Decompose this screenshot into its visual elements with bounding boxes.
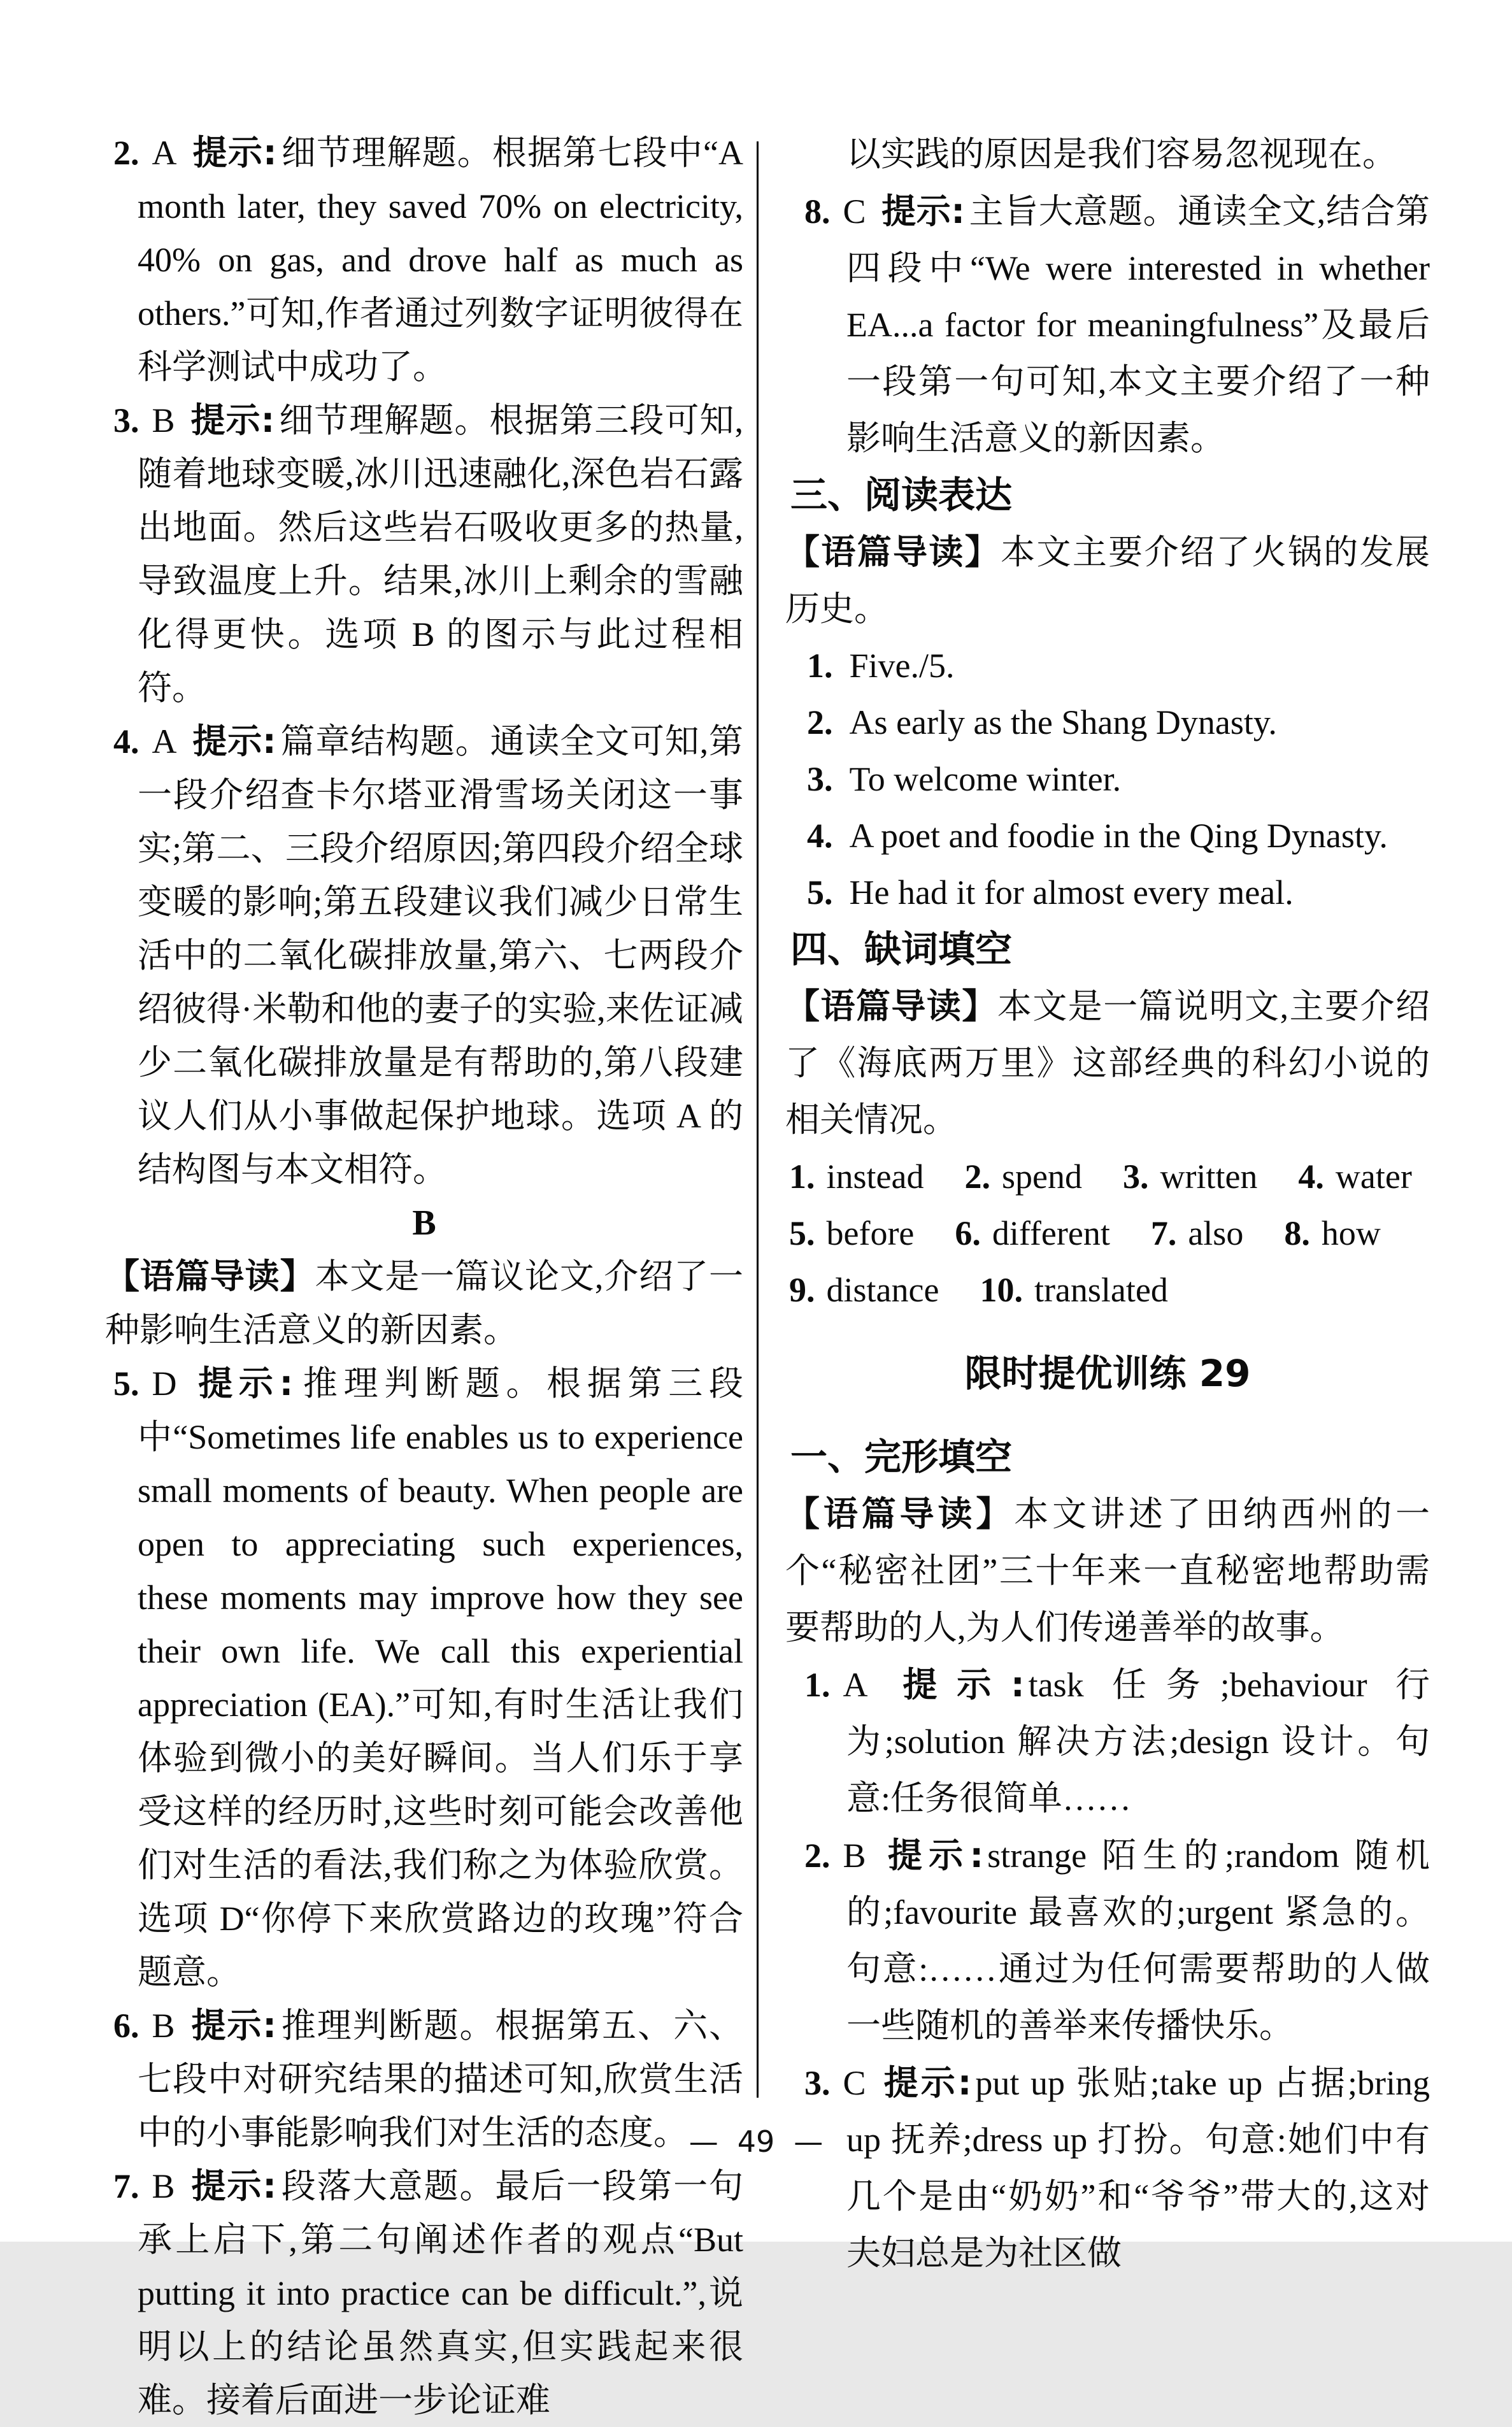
item-number: 2. (113, 134, 139, 172)
item-number: 8. (1284, 1214, 1310, 1252)
word-answers-row-2 (789, 1205, 1430, 1262)
reading-answer-4 (807, 808, 1430, 864)
intro-label: 【语篇导读】 (105, 1256, 315, 1296)
item-number: 9. (789, 1271, 815, 1309)
cloze-item-2 (804, 1827, 1430, 2054)
item-number: 3. (804, 2064, 831, 2102)
answer-item-4 (113, 715, 743, 1196)
word-answer-1 (789, 1149, 924, 1205)
answer-text: how (1321, 1214, 1381, 1252)
item-number: 2. (964, 1157, 990, 1196)
footer-dash-left: — (688, 2124, 718, 2159)
cloze-item-1 (804, 1656, 1430, 1827)
item-number: 7. (1150, 1214, 1177, 1252)
answer-item-3 (113, 394, 743, 715)
item-explanation: put up 张贴;take up 占据;bring up 抚养;dress up 打扮。句意:她们中有几个是由“奶奶”和“爷爷”带大的,这对夫妇总是为社区做 (846, 2064, 1430, 2272)
cloze-item-3 (804, 2054, 1430, 2282)
reading-answer-2 (807, 694, 1430, 751)
item-number: 4. (807, 817, 833, 855)
answer-text: different (992, 1214, 1110, 1252)
answer-text: distance (826, 1271, 939, 1309)
answer-text: To welcome winter. (849, 760, 1122, 798)
item-answer-letter: B (843, 1836, 866, 1875)
item-number: 2. (804, 1836, 831, 1875)
tip-label: 提示: (883, 1665, 1025, 1705)
item-number: 3. (1122, 1157, 1149, 1196)
left-column (105, 126, 743, 2427)
section-3-heading: 三、阅读表达 (790, 473, 1013, 517)
item-answer-letter: A (152, 722, 177, 761)
passage-intro-words (785, 978, 1430, 1149)
tip-label: 提示: (190, 2166, 276, 2206)
word-answer-7 (1151, 1205, 1244, 1262)
item-explanation: 篇章结构题。通读全文可知,第一段介绍查卡尔塔亚滑雪场关闭这一事实;第二、三段介绍原因;第四段介绍全球变暖的影响;第五段建议我们减少日常生活中的二氧化碳排放量,第六、七两段介绍彼得·米勒和他的妻子的实验,来佐证减少二氧化碳排放量是有帮助的,第八段建议人们从小事做起保护地球。选项 A 的结构图与本文相符。 (138, 722, 743, 1189)
answer-item-2 (113, 126, 743, 394)
item-number: 6. (955, 1214, 981, 1252)
section-4-heading: 四、缺词填空 (790, 927, 1013, 971)
item-number: 3. (807, 760, 833, 798)
answer-item-8 (804, 183, 1430, 467)
training-set-heading: 限时提优训练 29 (964, 1352, 1251, 1395)
item-explanation: 细节理解题。根据第三段可知,随着地球变暖,冰川迅速融化,深色岩石露出地面。然后这些岩石吸收更多的热量,导致温度上升。结果,冰川上剩余的雪融化得更快。选项 B 的图示与此过程相符。 (138, 401, 743, 707)
answer-text: before (826, 1214, 915, 1252)
reading-answer-5 (807, 864, 1430, 921)
item-number: 4. (1298, 1157, 1324, 1196)
footer-dash-right: — (794, 2124, 824, 2159)
tip-label: 提示: (881, 2063, 972, 2103)
item-explanation: 推理判断题。根据第五、六、七段中对研究结果的描述可知,欣赏生活中的小事能影响我们对生活的态度。 (138, 2007, 743, 2152)
passage-b-heading: B (412, 1203, 436, 1243)
item-answer-letter: A (152, 134, 177, 172)
intro-label: 【语篇导读】 (785, 532, 1001, 572)
item-number: 6. (113, 2007, 139, 2045)
tip-label: 提示: (192, 1363, 294, 1403)
answer-text: instead (826, 1157, 924, 1196)
word-answer-8 (1284, 1205, 1381, 1262)
answer-item-7 (113, 2159, 743, 2427)
item-answer-letter: D (152, 1364, 177, 1403)
right-column (785, 126, 1430, 2282)
item-number: 5. (789, 1214, 815, 1252)
item-number: 7. (113, 2167, 139, 2205)
answer-text: Five./5. (849, 647, 955, 685)
word-answers-row-1 (789, 1149, 1430, 1205)
section-1-heading: 一、完形填空 (790, 1435, 1013, 1478)
answer-text: also (1188, 1214, 1244, 1252)
column-divider-rule (757, 141, 759, 2098)
item-number: 10. (980, 1271, 1023, 1309)
item-answer-letter: C (843, 192, 866, 231)
intro-text: 本文是一篇说明文,主要介绍了《海底两万里》这部经典的科幻小说的相关情况。 (785, 987, 1430, 1139)
word-answer-3 (1123, 1149, 1257, 1205)
reading-answer-1 (807, 638, 1430, 694)
page-number: 49 (737, 2124, 775, 2159)
intro-text: 本文主要介绍了火锅的发展历史。 (785, 533, 1430, 628)
page-footer (0, 2124, 1512, 2159)
item-7-continuation: 以实践的原因是我们容易忽视现在。 (846, 135, 1397, 173)
passage-intro-b (105, 1250, 743, 1357)
tip-label: 提示: (192, 721, 276, 761)
intro-text: 本文是一篇议论文,介绍了一种影响生活意义的新因素。 (105, 1257, 743, 1349)
item-number: 1. (789, 1157, 815, 1196)
word-answer-9 (789, 1262, 939, 1319)
word-answer-2 (964, 1149, 1081, 1205)
answer-text: spend (1001, 1157, 1082, 1196)
item-answer-letter: A (843, 1666, 868, 1704)
item-answer-letter: C (843, 2064, 866, 2102)
answer-item-5 (113, 1357, 743, 1999)
word-answer-4 (1298, 1149, 1411, 1205)
word-answer-6 (955, 1205, 1109, 1262)
item-number: 3. (113, 401, 139, 440)
item-answer-letter: B (152, 2167, 175, 2205)
word-answer-5 (789, 1205, 914, 1262)
passage-intro-reading (785, 524, 1430, 638)
item-explanation: 主旨大意题。通读全文,结合第四段中“We were interested in whether EA...a factor for meaningfulness”及最后一段第一句可知,本文主要介绍了一种影响生活意义的新因素。 (846, 192, 1430, 457)
word-answers-row-3 (789, 1262, 1430, 1319)
tip-label: 提示: (881, 1835, 984, 1875)
answer-text: As early as the Shang Dynasty. (849, 703, 1277, 741)
intro-text: 本文讲述了田纳西州的一个“秘密社团”三十年来一直秘密地帮助需要帮助的人,为人们传递善举的故事。 (785, 1495, 1430, 1647)
tip-label: 提示: (190, 400, 275, 440)
passage-intro-cloze (785, 1486, 1430, 1656)
item-number: 4. (113, 722, 139, 761)
answer-text: He had it for almost every meal. (849, 873, 1294, 912)
answer-text: A poet and foodie in the Qing Dynasty. (849, 817, 1388, 855)
reading-answer-3 (807, 751, 1430, 808)
answer-text: written (1160, 1157, 1258, 1196)
item-answer-letter: B (152, 401, 175, 440)
item-number: 8. (804, 192, 831, 231)
item-number: 5. (807, 873, 833, 912)
answer-text: translated (1034, 1271, 1168, 1309)
item-number: 5. (113, 1364, 139, 1403)
item-explanation: strange 陌生的;random 随机的;favourite 最喜欢的;urgent 紧急的。句意:……通过为任何需要帮助的人做一些随机的善举来传播快乐。 (846, 1836, 1430, 2045)
item-number: 2. (807, 703, 833, 741)
item-explanation: 推理判断题。根据第三段中“Sometimes life enables us to experience small moments of beauty. When people are open to appreciating such experiences, these moments may improve how they see their own life. We call this experiential appreciation (EA).”可知,有时生活让我们体验到微小的美好瞬间。当人们乐于享受这样的经历时,这些时刻可能会改善他们对生活的看法,我们称之为体验欣赏。选项 D“你停下来欣赏路边的玫瑰”符合题意。 (138, 1364, 743, 1991)
item-explanation: 段落大意题。最后一段第一句承上启下,第二句阐述作者的观点“But putting it into practice can be difficult.”,说明以上的结论虽然真实,但实践起来很难。接着后面进一步论证难 (138, 2167, 743, 2419)
intro-label: 【语篇导读】 (785, 986, 997, 1026)
answer-text: water (1335, 1157, 1412, 1196)
item-number: 1. (807, 647, 833, 685)
word-answer-10 (980, 1262, 1167, 1319)
item-explanation: task 任务;behaviour 行为;solution 解决方法;design 设计。句意:任务很简单…… (846, 1666, 1430, 1817)
item-explanation: 细节理解题。根据第七段中“A month later, they saved 70% on electricity, 40% on gas, and drove half as much as others.”可知,作者通过列数字证明彼得在科学测试中成功了。 (138, 134, 743, 386)
intro-label: 【语篇导读】 (785, 1494, 1015, 1534)
item-number: 1. (804, 1666, 831, 1704)
item-answer-letter: B (152, 2007, 175, 2045)
tip-label: 提示: (881, 191, 965, 231)
tip-label: 提示: (192, 132, 277, 173)
tip-label: 提示: (190, 2005, 276, 2045)
